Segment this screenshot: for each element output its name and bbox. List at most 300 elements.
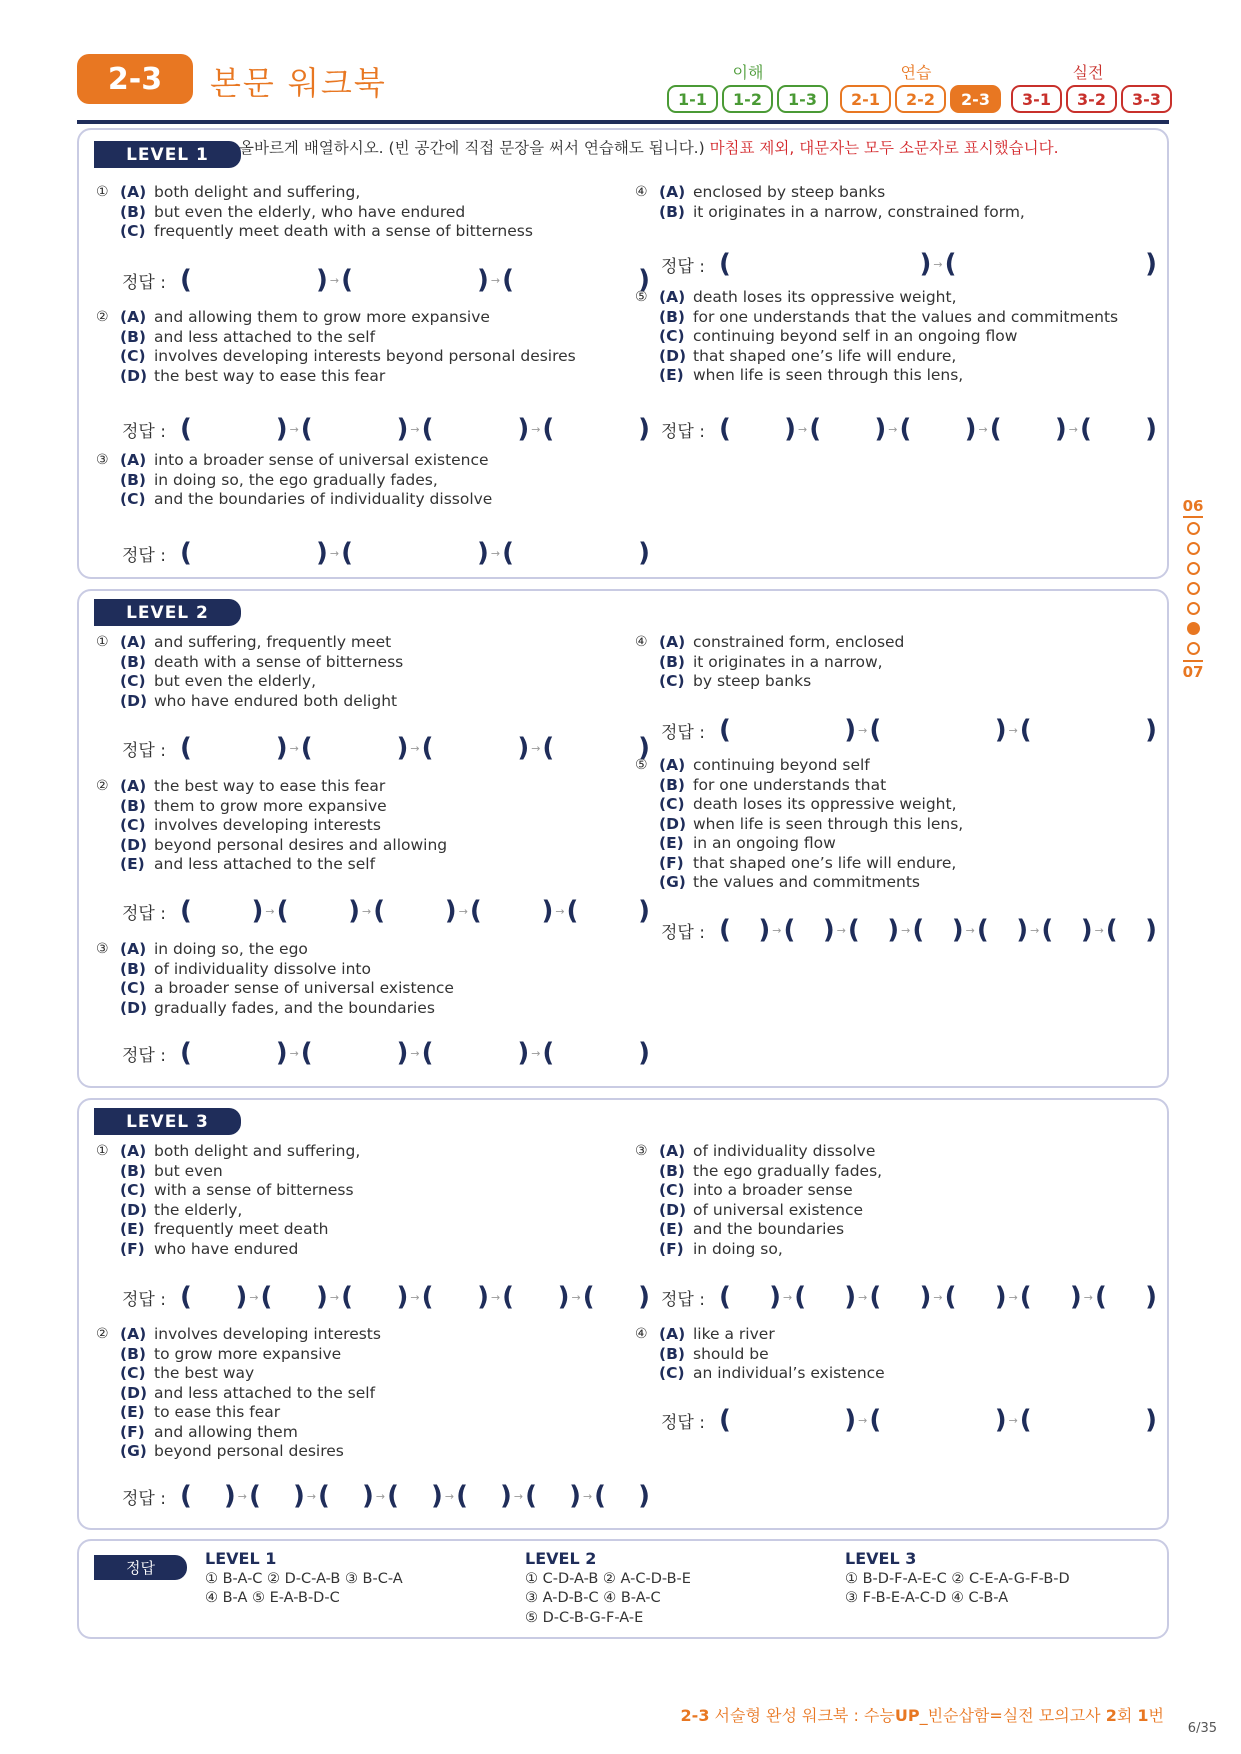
- open-paren: (: [249, 1481, 261, 1511]
- arrow-icon: →: [490, 1290, 501, 1304]
- close-paren: ): [477, 265, 489, 295]
- option-letter: (A): [659, 633, 686, 651]
- question-number: [96, 1181, 120, 1201]
- answer-key-line: ① C-D-A-B ② A-C-D-B-E: [525, 1570, 691, 1587]
- option-letter: (C): [120, 816, 146, 834]
- close-paren: ): [638, 1481, 650, 1511]
- step-tab-2-3[interactable]: 2-3: [950, 85, 1001, 113]
- option-text: who have endured: [154, 1239, 299, 1258]
- level2-q3-answer[interactable]: [122, 1040, 650, 1066]
- question-number: ②: [96, 309, 109, 325]
- answer-blank[interactable]: [1020, 1284, 1082, 1310]
- answer-blank[interactable]: [301, 735, 409, 761]
- close-paren: ): [541, 896, 554, 926]
- question-line: [96, 1220, 360, 1240]
- option-letter: (A): [120, 308, 147, 326]
- close-paren: ): [396, 733, 409, 763]
- level2-label: LEVEL 2: [94, 599, 241, 626]
- level1-q1-answer[interactable]: [122, 267, 650, 293]
- page-dot-icon[interactable]: [1187, 542, 1200, 555]
- answer-blank[interactable]: [301, 1040, 409, 1066]
- question-number: [96, 222, 120, 242]
- side-page-nav: [1180, 497, 1206, 682]
- question-line: [96, 1403, 381, 1423]
- answer-blank[interactable]: [1041, 917, 1092, 943]
- option-letter: (D): [659, 346, 687, 365]
- step-tab-3-1[interactable]: 3-1: [1011, 85, 1062, 113]
- question-line: [635, 1240, 882, 1260]
- option-letter: (C): [120, 490, 146, 508]
- open-paren: (: [179, 733, 192, 763]
- option-text: involves developing interests beyond personal desires: [154, 347, 576, 365]
- question-number: ③: [635, 1143, 648, 1159]
- question-line: [96, 999, 454, 1019]
- option-text: and less attached to the self: [154, 327, 376, 346]
- option-letter: (C): [120, 347, 146, 365]
- close-paren: ): [315, 265, 328, 295]
- arrow-icon: →: [289, 741, 299, 755]
- answer-blank[interactable]: [945, 1284, 1007, 1310]
- footer-up: UP: [894, 1706, 920, 1725]
- answer-blank[interactable]: [809, 416, 886, 442]
- question-number: [635, 1345, 659, 1365]
- open-paren: (: [421, 733, 434, 763]
- level1-q3-answer[interactable]: [122, 540, 650, 566]
- answer-blank[interactable]: [719, 1407, 856, 1433]
- open-paren: (: [718, 715, 731, 745]
- answer-blank[interactable]: [180, 1284, 247, 1310]
- answer-blank[interactable]: [180, 416, 288, 442]
- answer-key-level2: [525, 1549, 691, 1628]
- question-number: ④: [635, 1326, 648, 1342]
- close-paren: ): [994, 715, 1007, 745]
- question-line: [635, 873, 963, 893]
- answer-blank[interactable]: [180, 898, 263, 924]
- answer-slots: [719, 251, 1157, 277]
- level1-q1: [96, 183, 533, 242]
- open-paren: (: [341, 538, 353, 568]
- level1-q5-answer[interactable]: [661, 416, 1157, 442]
- question-number: [96, 367, 120, 387]
- answer-blank[interactable]: [180, 1483, 236, 1509]
- arrow-icon: →: [571, 1290, 581, 1304]
- answer-blank[interactable]: [912, 917, 963, 943]
- answer-blank[interactable]: [318, 1483, 374, 1509]
- option-text: it originates in a narrow, constrained form,: [693, 202, 1025, 221]
- step-group-label-practice: 연습: [900, 63, 932, 82]
- close-paren: ): [758, 915, 771, 945]
- arrow-icon: →: [933, 257, 943, 271]
- option-text: but even: [154, 1161, 223, 1180]
- answer-blank[interactable]: [542, 416, 650, 442]
- answer-blank[interactable]: [470, 898, 553, 924]
- arrow-icon: →: [329, 546, 340, 560]
- level1-q5: [635, 288, 1118, 386]
- level1-label: LEVEL 1: [94, 141, 241, 168]
- option-letter: (F): [120, 1422, 145, 1441]
- arrow-icon: →: [410, 1046, 420, 1060]
- answer-blank[interactable]: [301, 416, 409, 442]
- close-paren: ): [396, 414, 409, 444]
- answer-blank[interactable]: [1106, 917, 1157, 943]
- option-text: involves developing interests: [154, 1325, 381, 1343]
- close-paren: ): [431, 1481, 443, 1511]
- close-paren: ): [396, 1038, 409, 1068]
- open-paren: (: [456, 1481, 468, 1511]
- answer-blank[interactable]: [341, 540, 489, 566]
- option-text: to ease this fear: [154, 1403, 281, 1421]
- question-line: [96, 1364, 381, 1384]
- answer-blank[interactable]: [719, 416, 796, 442]
- answer-label: 정답 :: [661, 1412, 705, 1433]
- answer-key-line: ⑤ D-C-B-G-F-A-E: [525, 1609, 644, 1626]
- option-letter: (G): [659, 873, 686, 891]
- option-text: frequently meet death with a sense of bitterness: [154, 222, 533, 240]
- question-line: [96, 855, 447, 875]
- option-text: to grow more expansive: [154, 1344, 342, 1363]
- option-text: constrained form, enclosed: [693, 633, 905, 651]
- answer-blank[interactable]: [990, 416, 1067, 442]
- open-paren: (: [912, 915, 925, 945]
- arrow-icon: →: [858, 723, 868, 737]
- footer-text: 서술형 완성 워크북 : 수능: [709, 1706, 895, 1725]
- option-text: who have endured both delight: [154, 691, 398, 710]
- level1-q2-answer[interactable]: [122, 416, 650, 442]
- question-line: [96, 1142, 360, 1162]
- question-number: [96, 999, 120, 1019]
- option-letter: (B): [120, 202, 146, 221]
- level2-panel: [77, 589, 1169, 1088]
- question-line: [96, 451, 492, 471]
- question-line: [96, 203, 533, 223]
- open-paren: (: [989, 414, 1002, 444]
- open-paren: (: [300, 1038, 313, 1068]
- step-tab-1-1[interactable]: 1-1: [667, 85, 718, 113]
- arrow-icon: →: [531, 422, 541, 436]
- question-line: [96, 672, 403, 692]
- option-letter: (D): [120, 1383, 148, 1402]
- level2-q2-answer[interactable]: [122, 898, 650, 924]
- level3-q4-answer[interactable]: [661, 1407, 1157, 1433]
- question-number: [635, 815, 659, 835]
- answer-blank[interactable]: [794, 1284, 856, 1310]
- question-line: [635, 815, 963, 835]
- answer-blank[interactable]: [422, 735, 530, 761]
- footer-text4: 번: [1148, 1706, 1164, 1725]
- open-paren: (: [582, 1282, 595, 1312]
- level2-q5-answer[interactable]: [661, 917, 1157, 943]
- answer-blank[interactable]: [542, 1040, 650, 1066]
- arrow-icon: →: [901, 923, 911, 937]
- close-paren: ): [951, 915, 964, 945]
- option-text: and less attached to the self: [154, 1383, 376, 1402]
- page-dot-icon[interactable]: [1187, 642, 1200, 655]
- option-letter: (C): [659, 1181, 685, 1199]
- answer-blank[interactable]: [719, 1284, 781, 1310]
- arrow-icon: →: [375, 1489, 386, 1503]
- answer-blank[interactable]: [869, 1407, 1006, 1433]
- question-number: [96, 1345, 120, 1365]
- answer-blank[interactable]: [525, 1483, 581, 1509]
- question-number: [635, 366, 659, 386]
- option-text: it originates in a narrow,: [693, 652, 883, 671]
- footer-code: 2-3: [680, 1706, 710, 1725]
- answer-blank[interactable]: [422, 416, 530, 442]
- answer-blank[interactable]: [261, 1284, 328, 1310]
- page-dot-icon[interactable]: [1187, 562, 1200, 575]
- option-letter: (A): [120, 1325, 147, 1343]
- open-paren: (: [179, 1282, 192, 1312]
- answer-label: 정답 :: [122, 272, 166, 293]
- step-tab-1-2[interactable]: 1-2: [722, 85, 773, 113]
- answer-blank[interactable]: [277, 898, 360, 924]
- question-line: [96, 653, 403, 673]
- answer-blank[interactable]: [180, 1040, 288, 1066]
- question-line: [96, 367, 576, 387]
- answer-slots: [180, 735, 650, 761]
- question-line: [96, 633, 403, 653]
- question-line: [635, 347, 1118, 367]
- step-nav-real: [1011, 85, 1172, 113]
- level1-q2: [96, 308, 576, 386]
- answer-blank[interactable]: [899, 416, 976, 442]
- question-number: ④: [635, 634, 648, 650]
- answer-blank[interactable]: [387, 1483, 443, 1509]
- answer-blank[interactable]: [1020, 717, 1157, 743]
- question-line: [635, 795, 963, 815]
- answer-blank[interactable]: [869, 717, 1006, 743]
- answer-blank[interactable]: [422, 1040, 530, 1066]
- answer-blank[interactable]: [848, 917, 899, 943]
- answer-blank[interactable]: [1020, 1407, 1157, 1433]
- option-text: and less attached to the self: [154, 855, 376, 873]
- answer-blank[interactable]: [249, 1483, 305, 1509]
- current-page-dot-icon[interactable]: [1187, 622, 1200, 635]
- answer-blank[interactable]: [180, 540, 328, 566]
- answer-blank[interactable]: [502, 540, 650, 566]
- level3-q3-answer[interactable]: [661, 1284, 1157, 1310]
- step-group-label-understand: 이해: [732, 63, 764, 82]
- answer-blank[interactable]: [719, 717, 856, 743]
- close-paren: ): [517, 733, 530, 763]
- question-line: [96, 471, 492, 491]
- open-paren: (: [525, 1481, 538, 1511]
- option-letter: (C): [659, 327, 685, 345]
- footer-num: 1: [1137, 1706, 1149, 1725]
- question-number: [635, 854, 659, 874]
- close-paren: ): [517, 414, 530, 444]
- level3-q3: [635, 1142, 882, 1259]
- open-paren: (: [469, 896, 482, 926]
- page-dot-icon[interactable]: [1187, 522, 1200, 535]
- open-paren: (: [179, 538, 192, 568]
- close-paren: ): [638, 1282, 651, 1312]
- arrow-icon: →: [1008, 1413, 1018, 1427]
- option-letter: (B): [120, 1344, 146, 1363]
- option-text: the best way to ease this fear: [154, 777, 386, 795]
- option-letter: (B): [659, 1161, 685, 1180]
- option-letter: (A): [659, 1325, 686, 1343]
- answer-blank[interactable]: [783, 917, 834, 943]
- step-tab-2-1[interactable]: 2-1: [840, 85, 891, 113]
- arrow-icon: →: [531, 741, 541, 755]
- answer-blank[interactable]: [1095, 1284, 1157, 1310]
- open-paren: (: [421, 414, 434, 444]
- open-paren: (: [718, 1405, 731, 1435]
- answer-blank[interactable]: [567, 898, 650, 924]
- answer-blank[interactable]: [502, 267, 650, 293]
- question-line: [96, 1423, 381, 1443]
- open-paren: (: [542, 733, 555, 763]
- answer-blank[interactable]: [341, 267, 489, 293]
- arrow-icon: →: [555, 904, 565, 918]
- question-number: [635, 203, 659, 223]
- question-number: ⑤: [635, 757, 648, 773]
- option-letter: (F): [659, 853, 684, 872]
- step-tab-3-3[interactable]: 3-3: [1121, 85, 1172, 113]
- answer-slots: [719, 1284, 1157, 1310]
- question-number: [96, 471, 120, 491]
- arrow-icon: →: [410, 741, 420, 755]
- option-text: the values and commitments: [693, 873, 920, 891]
- close-paren: ): [292, 1481, 305, 1511]
- question-number: ①: [96, 1143, 109, 1159]
- level2-q1-answer[interactable]: [122, 735, 650, 761]
- answer-key-panel: [77, 1539, 1169, 1639]
- question-line: [635, 1162, 882, 1182]
- question-line: [635, 776, 963, 796]
- answer-blank[interactable]: [502, 1284, 569, 1310]
- option-letter: (B): [120, 959, 146, 978]
- question-line: [96, 836, 447, 856]
- level3-q2-answer[interactable]: [122, 1483, 650, 1509]
- close-paren: ): [1080, 915, 1093, 945]
- question-number: [96, 1423, 120, 1443]
- answer-blank[interactable]: [594, 1483, 650, 1509]
- answer-blank[interactable]: [422, 1284, 489, 1310]
- level1-q4-answer[interactable]: [661, 251, 1157, 277]
- answer-blank[interactable]: [341, 1284, 408, 1310]
- arrow-icon: →: [362, 904, 372, 918]
- arrow-icon: →: [582, 1489, 593, 1503]
- answer-blank[interactable]: [869, 1284, 931, 1310]
- answer-blank[interactable]: [977, 917, 1028, 943]
- close-paren: ): [822, 915, 835, 945]
- arrow-icon: →: [329, 1290, 340, 1304]
- close-paren: ): [315, 1282, 328, 1312]
- open-paren: (: [502, 265, 515, 295]
- open-paren: (: [502, 538, 515, 568]
- question-number: [635, 776, 659, 796]
- arrow-icon: →: [490, 273, 501, 287]
- open-paren: (: [1095, 1282, 1107, 1312]
- option-letter: (E): [659, 834, 684, 852]
- step-tab-3-2[interactable]: 3-2: [1066, 85, 1117, 113]
- level2-q3: [96, 940, 454, 1018]
- level2-q2: [96, 777, 447, 875]
- option-letter: (C): [659, 795, 685, 813]
- page-dot-icon[interactable]: [1187, 602, 1200, 615]
- open-paren: (: [1079, 414, 1092, 444]
- instruction-note: 마침표 제외, 대문자는 모두 소문자로 표시했습니다.: [704, 139, 1059, 157]
- answer-blank[interactable]: [719, 917, 770, 943]
- answer-blank[interactable]: [542, 735, 650, 761]
- answer-blank[interactable]: [456, 1483, 512, 1509]
- arrow-icon: →: [933, 1290, 943, 1304]
- question-number: [635, 672, 659, 692]
- option-text: the best way: [154, 1364, 255, 1382]
- footer-text3: 회: [1116, 1706, 1138, 1725]
- open-paren: (: [421, 1038, 434, 1068]
- question-line: [96, 816, 447, 836]
- question-line: [635, 1201, 882, 1221]
- option-letter: (D): [120, 835, 148, 854]
- close-paren: ): [638, 414, 651, 444]
- option-text: continuing beyond self: [693, 756, 870, 774]
- open-paren: (: [341, 265, 353, 295]
- level1-instruction: [239, 138, 1149, 159]
- option-text: by steep banks: [693, 672, 812, 690]
- close-paren: ): [1145, 715, 1157, 745]
- level3-q1-answer[interactable]: [122, 1284, 650, 1310]
- question-number: [96, 203, 120, 223]
- question-number: [635, 1364, 659, 1384]
- answer-key-level1: [205, 1549, 403, 1609]
- open-paren: (: [179, 1038, 192, 1068]
- step-tab-2-2[interactable]: 2-2: [895, 85, 946, 113]
- option-letter: (B): [120, 652, 146, 671]
- close-paren: ): [769, 1282, 781, 1312]
- answer-blank[interactable]: [945, 251, 1157, 277]
- answer-blank[interactable]: [180, 735, 288, 761]
- option-text: and allowing them: [154, 1422, 298, 1441]
- open-paren: (: [300, 733, 313, 763]
- close-paren: ): [964, 414, 977, 444]
- question-number: [635, 653, 659, 673]
- step-tab-1-3[interactable]: 1-3: [777, 85, 828, 113]
- page-dot-icon[interactable]: [1187, 582, 1200, 595]
- question-number: [96, 1220, 120, 1240]
- open-paren: (: [783, 915, 796, 945]
- question-number: [635, 308, 659, 328]
- question-number: [96, 816, 120, 836]
- answer-blank[interactable]: [583, 1284, 650, 1310]
- arrow-icon: →: [858, 1413, 868, 1427]
- close-paren: ): [638, 265, 650, 295]
- close-paren: ): [1145, 915, 1158, 945]
- answer-blank[interactable]: [180, 267, 328, 293]
- open-paren: (: [594, 1481, 607, 1511]
- level2-q4-answer[interactable]: [661, 717, 1157, 743]
- option-letter: (B): [120, 796, 146, 815]
- answer-blank[interactable]: [719, 251, 931, 277]
- option-letter: (B): [659, 202, 685, 221]
- question-line: [635, 203, 1025, 223]
- question-number: ①: [96, 634, 109, 650]
- close-paren: ): [994, 1282, 1007, 1312]
- answer-label: 정답 :: [661, 421, 705, 442]
- option-text: and the boundaries of individuality dissolve: [154, 490, 493, 508]
- close-paren: ): [275, 733, 288, 763]
- answer-blank[interactable]: [373, 898, 456, 924]
- option-text: that shaped one’s life will endure,: [693, 346, 957, 365]
- arrow-icon: →: [306, 1489, 317, 1503]
- step-nav-practice: [840, 85, 1001, 113]
- answer-blank[interactable]: [1080, 416, 1157, 442]
- question-number: [96, 979, 120, 999]
- option-text: in doing so, the ego: [154, 940, 308, 958]
- close-paren: ): [557, 1282, 570, 1312]
